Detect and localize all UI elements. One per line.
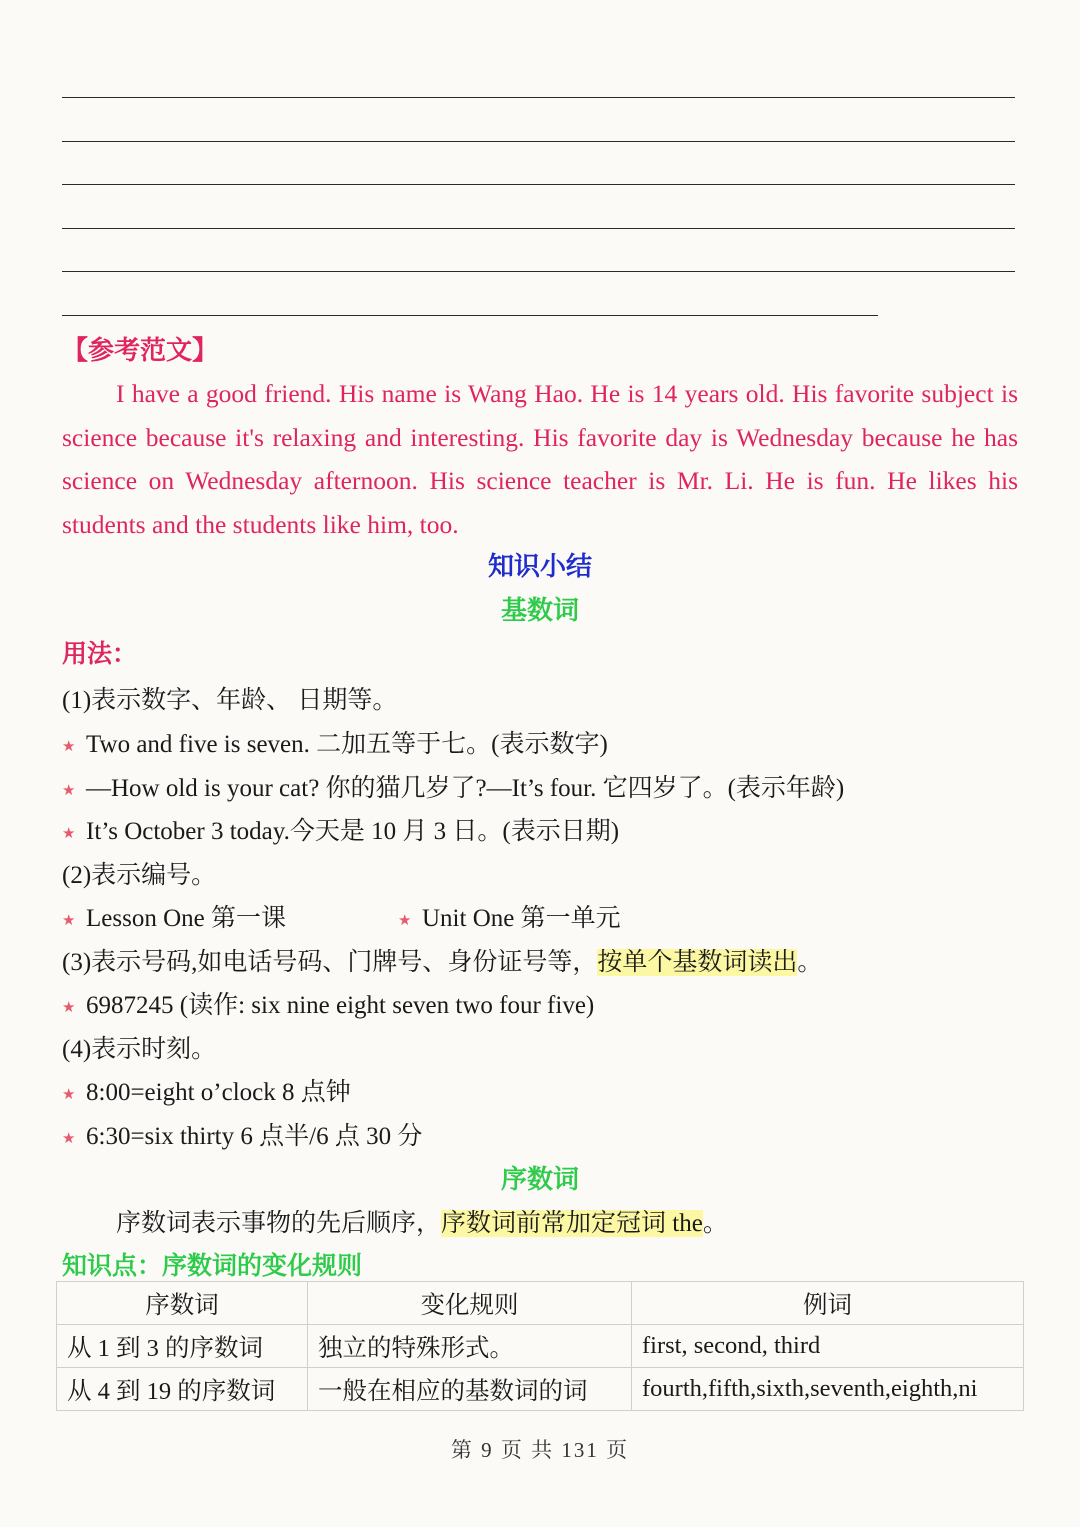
cardinal-title: 基数词	[500, 596, 579, 626]
example-1	[62, 724, 608, 760]
writing-line	[62, 271, 1015, 272]
example-text: —How old is your cat? 你的猫几岁了?—It’s four. 它四岁了。(表示年龄)	[86, 775, 845, 802]
table-cell: 一般在相应的基数词的词	[308, 1368, 632, 1411]
table-header-cell: 变化规则	[308, 1282, 632, 1325]
example-text: 6:30=six thirty 6 点半/6 点 30 分	[86, 1123, 423, 1150]
star-icon: ★	[62, 912, 76, 929]
example-7	[62, 1116, 422, 1152]
ordinal-rules-table	[56, 1281, 1024, 1411]
ordinal-desc-highlight: 序数词前常加定冠词 the	[441, 1210, 703, 1237]
star-icon: ★	[62, 1130, 76, 1147]
table-header-cell: 例词	[632, 1282, 1024, 1325]
table-row	[57, 1325, 1024, 1368]
ordinal-title: 序数词	[500, 1165, 579, 1195]
example-text: 8:00=eight o’clock 8 点钟	[86, 1079, 351, 1106]
reference-essay: I have a good friend. His name is Wang Hao. He is 14 years old. His favorite subject is science because it's relaxing and interesting. His favorite day is Wednesday because he has science on Wednesday afternoon. His science teacher is Mr. Li. He is fun. He likes his students and the students like him, too.	[62, 379, 1018, 539]
usage-1: (1)表示数字、年龄、 日期等。	[62, 687, 398, 714]
usage-3-text: (3)表示号码,如电话号码、门牌号、身份证号等，	[62, 949, 598, 976]
ordinal-desc-text: 序数词表示事物的先后顺序，	[116, 1210, 442, 1237]
example-3	[62, 811, 619, 847]
example-4b	[398, 898, 621, 934]
table-header-row	[57, 1282, 1024, 1325]
table-cell: 从 4 到 19 的序数词	[57, 1368, 308, 1411]
table-header-cell: 序数词	[57, 1282, 308, 1325]
usage-3-end: 。	[797, 949, 823, 976]
example-text: Two and five is seven. 二加五等于七。(表示数字)	[86, 731, 608, 758]
usage-4: (4)表示时刻。	[62, 1036, 217, 1063]
example-4a	[62, 898, 286, 934]
usage-3	[62, 942, 822, 978]
example-6	[62, 1072, 351, 1108]
star-icon: ★	[62, 782, 76, 799]
table-row	[57, 1368, 1024, 1411]
example-text: It’s October 3 today.今天是 10 月 3 日。(表示日期)	[86, 818, 620, 845]
writing-line	[62, 228, 1015, 229]
table-cell: 从 1 到 3 的序数词	[57, 1325, 308, 1368]
table-cell: first, second, third	[632, 1325, 1024, 1368]
writing-line	[62, 141, 1015, 142]
example-2	[62, 768, 844, 804]
example-text: Lesson One 第一课	[86, 905, 286, 932]
ordinal-description	[116, 1203, 728, 1239]
ordinal-desc-end: 。	[702, 1210, 728, 1237]
table-cell: 独立的特殊形式。	[308, 1325, 632, 1368]
star-icon: ★	[62, 825, 76, 842]
usage-label: 用法：	[62, 639, 138, 668]
writing-line	[62, 184, 1015, 185]
star-icon: ★	[62, 999, 76, 1016]
star-icon: ★	[62, 738, 76, 755]
star-icon: ★	[62, 1086, 76, 1103]
table-cell: fourth,fifth,sixth,seventh,eighth,ni	[632, 1368, 1024, 1411]
example-5	[62, 985, 594, 1021]
page-footer: 第 9 页 共 131 页	[450, 1438, 630, 1462]
summary-title: 知识小结	[487, 552, 592, 582]
usage-2: (2)表示编号。	[62, 862, 217, 889]
reference-heading: 【参考范文】	[62, 336, 219, 366]
writing-line	[62, 97, 1015, 98]
writing-line	[62, 315, 878, 316]
example-text: 6987245 (读作: six nine eight seven two four five)	[86, 992, 595, 1019]
knowledge-point-title: 知识点：序数词的变化规则	[62, 1251, 363, 1280]
example-text: Unit One 第一单元	[422, 905, 621, 932]
star-icon: ★	[398, 912, 412, 929]
usage-3-highlight: 按单个基数词读出	[597, 949, 798, 976]
